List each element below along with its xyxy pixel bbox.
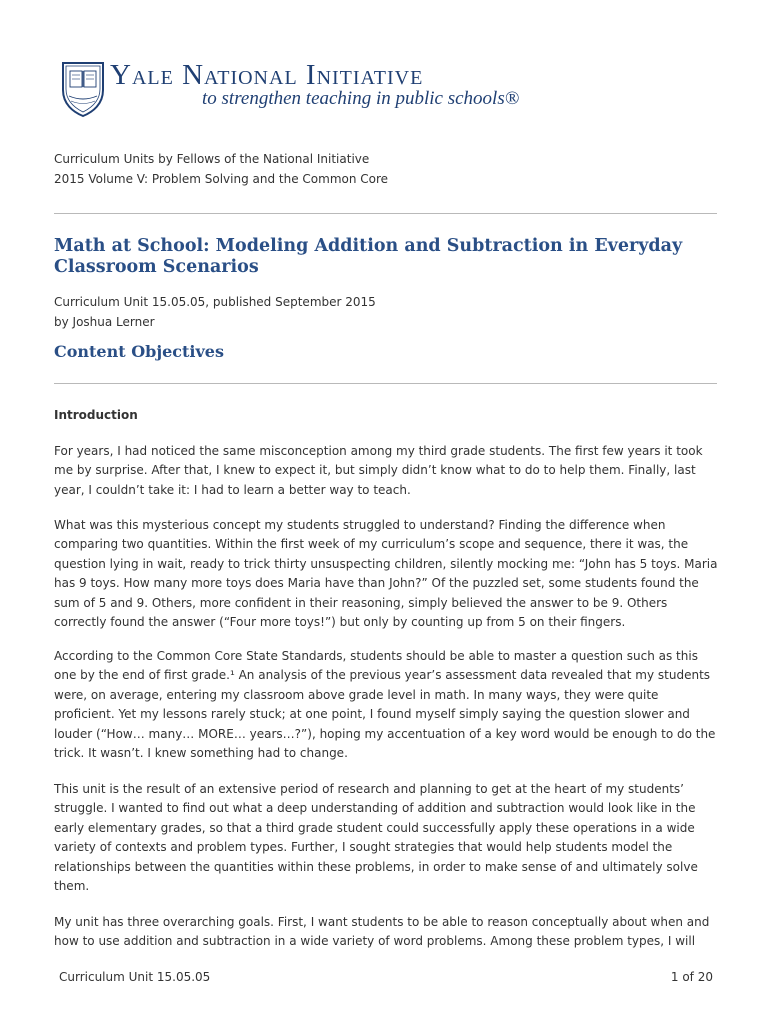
series-line: Curriculum Units by Fellows of the National Initiative — [54, 152, 370, 166]
page-number: 1 of 20 — [670, 970, 713, 984]
body-paragraph: For years, I had noticed the same misconception among my third grade students. The first few years it took me by surprise. After that, I knew to expect it, but simply didn’t know what to do to help them. Finally, last year, I couldn’t take it: I had to learn a better way to teach. — [54, 444, 703, 497]
author-line: by Joshua Lerner — [54, 315, 155, 329]
series-info — [54, 149, 388, 189]
unit-title: Math at School: Modeling Addition and Subtraction in Everyday Classroom Scenarios — [54, 236, 683, 277]
site-header — [60, 60, 720, 120]
body-paragraph: My unit has three overarching goals. First, I want students to be able to reason conceptually about when and how to use addition and subtraction in a wide variety of word problems. Among these problem types, I will — [54, 915, 710, 949]
footer-unit-label: Curriculum Unit 15.05.05 — [59, 970, 211, 984]
brand-name[interactable]: Yale National Initiative — [110, 59, 424, 91]
volume-line: 2015 Volume V: Problem Solving and the Common Core — [54, 172, 389, 186]
body-paragraph: This unit is the result of an extensive period of research and planning to get at the heart of my students’ struggle. I wanted to find out what a deep understanding of addition and subtraction would look like in the early elementary grades, so that a third grade student could successfully apply these operations in a wide variety of contexts and problem types. Further, I sought strategies that would help students model the relationships between the quantities within these problems, in order to make sense of and ultimately solve them. — [54, 782, 698, 894]
section-heading: Content Objectives — [54, 342, 224, 361]
subsection-heading: Introduction — [54, 408, 138, 422]
yale-shield-logo-icon — [60, 60, 106, 118]
unit-meta — [54, 292, 376, 332]
body-paragraph: What was this mysterious concept my students struggled to understand? Finding the difference when comparing two quantities. Within the first week of my curriculum’s scope and sequence, there it was, the question lying in wait, ready to trick thirty unsuspecting children, silently mocking me: “John has 5 toys. Maria has 9 toys. How many more toys does Maria have than John?” Of the puzzled set, some students found the sum of 5 and 9. Others, more confident in their reasoning, simply believed the answer to be 9. Others correctly found the answer (“Four more toys!”) but only by counting up from 5 on their fingers. — [54, 518, 718, 630]
brand-tagline: to strengthen teaching in public schools® — [202, 88, 520, 109]
divider — [54, 213, 717, 214]
divider — [54, 383, 717, 384]
publication-line: Curriculum Unit 15.05.05, published September 2015 — [54, 295, 376, 309]
body-paragraph: According to the Common Core State Standards, students should be able to master a question such as this one by the end of first grade.¹ An analysis of the previous year’s assessment data revealed that my students were, on average, entering my classroom above grade level in math. In many ways, they were quite proficient. Yet my lessons rarely stuck; at one point, I found myself simply saying the question slower and louder (“How… many… MORE… years…?”), hoping my accentuation of a key word would be enough to do the trick. It wasn’t. I knew something had to change. — [54, 649, 716, 761]
